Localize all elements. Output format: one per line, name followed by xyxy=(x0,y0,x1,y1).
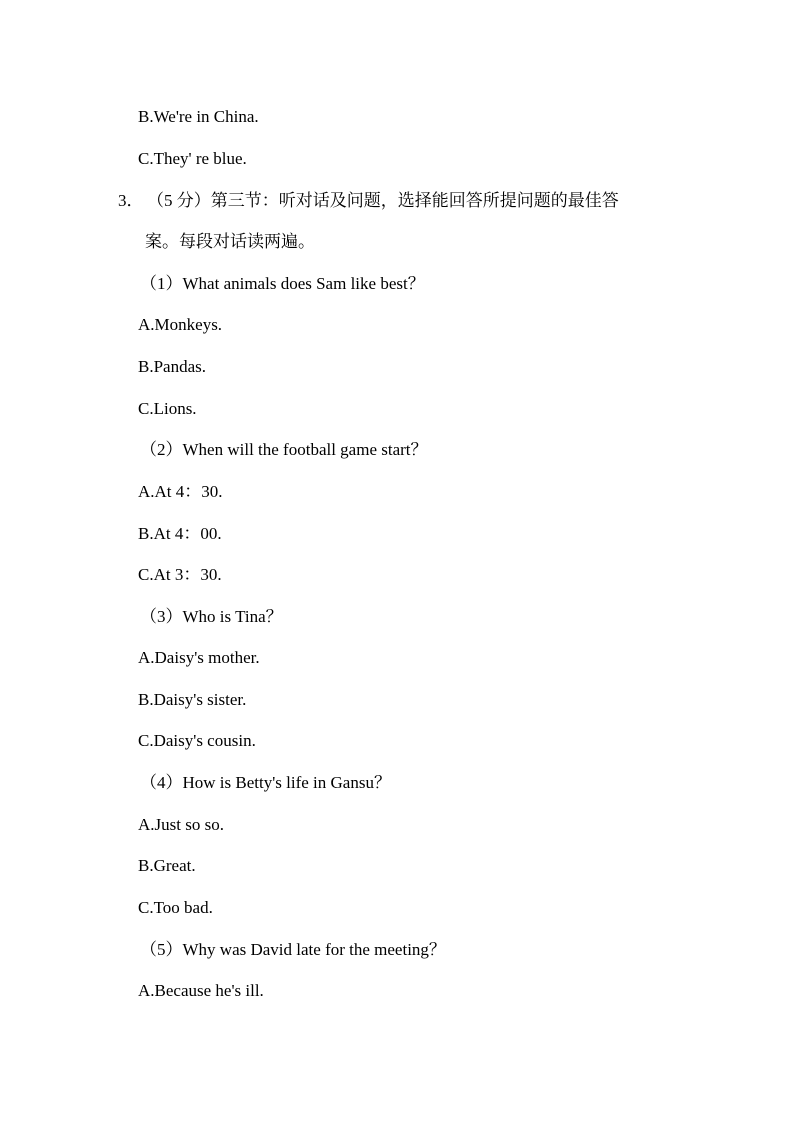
sub-question-1-option-a: A.Monkeys. xyxy=(138,315,223,334)
sub-question-1-option-b: B.Pandas. xyxy=(138,357,206,376)
option-c-previous: C.They' re blue. xyxy=(138,149,247,168)
sub-question-1-option-c: C.Lions. xyxy=(138,399,197,418)
sub-question-3-option-c: C.Daisy's cousin. xyxy=(138,731,256,750)
sub-question-2-option-a: A.At 4：30. xyxy=(138,482,223,501)
question-3-instruction-line-2: 案。每段对话读两遍。 xyxy=(145,232,315,251)
sub-question-5: （5）Why was David late for the meeting？ xyxy=(140,940,446,959)
sub-question-4-option-a: A.Just so so. xyxy=(138,815,224,834)
sub-question-3-option-a: A.Daisy's mother. xyxy=(138,648,260,667)
sub-question-2-option-b: B.At 4：00. xyxy=(138,524,222,543)
sub-question-2-option-c: C.At 3：30. xyxy=(138,565,222,584)
sub-question-2: （2）When will the football game start？ xyxy=(140,440,428,459)
sub-question-3-option-b: B.Daisy's sister. xyxy=(138,690,247,709)
question-3-number: 3． xyxy=(118,191,144,210)
sub-question-4: （4）How is Betty's life in Gansu？ xyxy=(140,773,391,792)
sub-question-5-option-a: A.Because he's ill. xyxy=(138,981,264,1000)
question-3-instruction-line-1: （5 分）第三节：听对话及问题，选择能回答所提问题的最佳答 xyxy=(147,191,619,210)
sub-question-4-option-b: B.Great. xyxy=(138,856,196,875)
option-b-previous: B.We're in China. xyxy=(138,107,259,126)
sub-question-3: （3）Who is Tina？ xyxy=(140,607,283,626)
sub-question-4-option-c: C.Too bad. xyxy=(138,898,213,917)
sub-question-1: （1）What animals does Sam like best？ xyxy=(140,274,425,293)
